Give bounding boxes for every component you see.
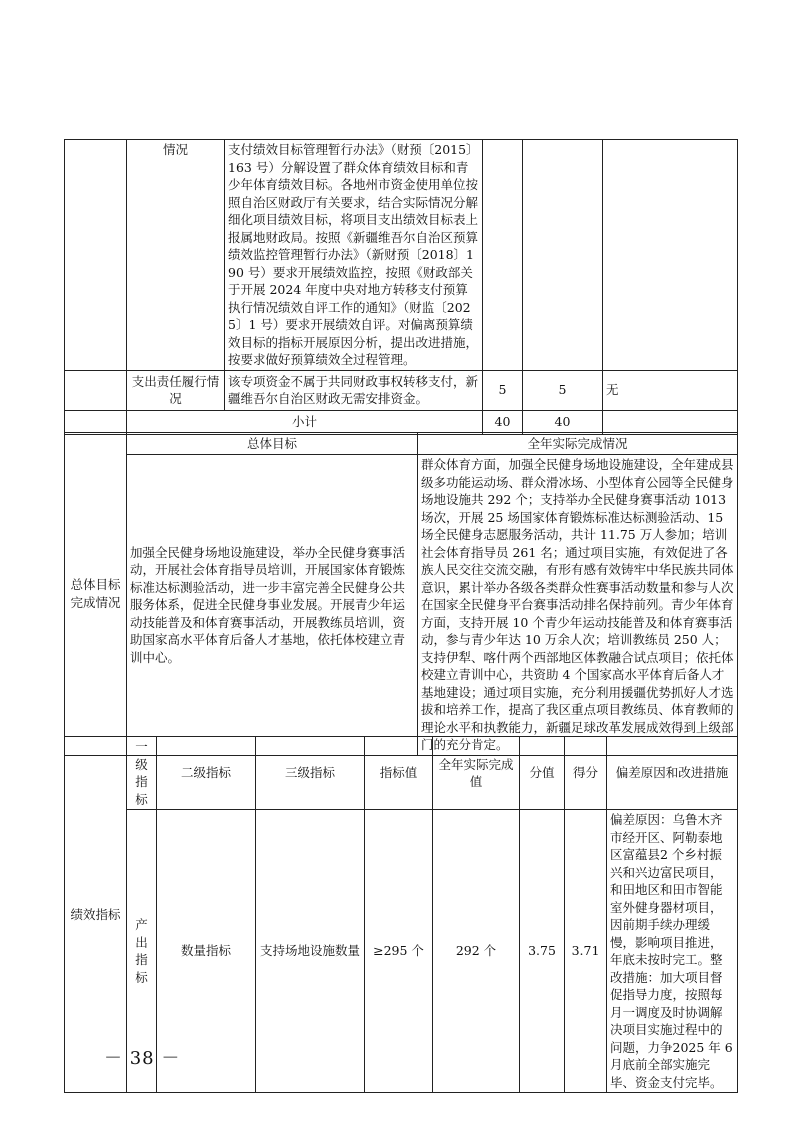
actual-value-cell: 292 个	[433, 810, 520, 1093]
subtotal-full-score: 40	[483, 410, 523, 434]
overall-goal-label: 总体目标完成情况	[65, 433, 127, 756]
header-actual-value: 全年实际完成值	[433, 737, 520, 810]
overall-goal-table	[64, 432, 738, 756]
left-blank-cell	[65, 140, 127, 371]
score-cell: 5	[523, 370, 603, 410]
subtotal-label: 小计	[127, 410, 483, 434]
actual-completion-text: 群众体育方面，加强全民健身场地设施建设，全年建成县级多功能运动场、群众滑冰场、小型体育公园等全民健身场地设施共 292 个；支持举办全民健身赛事活动 1013 场次，开展 25 场国家体育锻炼标准达标测验活动、15 场全民健身志愿服务活动，共计 11.75 万人参加；培训社会体育指导员 261 名；通过项目实施，有效促进了各族人民交往交流交融，有形有感有效铸牢中华民族共同体意识，累计举办各级各类群众性赛事活动数量和参与人次在国家全民健身平台赛事活动排名保持前列。青少年体育方面，支持开展 10 个青少年运动技能普及和体育赛事活动，参与青少年达 10 万余人次；培训教练员 250 人；支持伊犁、喀什两个西部地区体教融合试点项目；依托体校建立青训中心，共资助 4 个国家高水平体育后备人才基地建设；通过项目实施，充分利用援疆优势抓好人才选拔和培养工作，提高了我区重点项目教练员、体育教师的理论水平和执教能力，新疆足球改革发展成效得到上级部门的充分肯定。	[418, 455, 738, 756]
row-label-situation: 情况	[127, 140, 225, 371]
header-deviation: 偏差原因和改进措施	[607, 737, 738, 810]
header-target-value: 指标值	[365, 737, 433, 810]
responsibility-content: 该专项资金不属于共同财政事权转移支付，新疆维吾尔自治区财政无需安排资金。	[225, 370, 483, 410]
header-score: 得分	[565, 737, 607, 810]
header-level3: 三级指标	[256, 737, 365, 810]
level2-cell: 数量指标	[157, 810, 256, 1093]
level1-cell: 产出指标	[127, 810, 157, 1093]
header-actual-completion: 全年实际完成情况	[418, 433, 738, 455]
subtotal-score: 40	[523, 410, 603, 434]
target-value-cell: ≥295 个	[365, 810, 433, 1093]
row-label-responsibility: 支出责任履行情况	[127, 370, 225, 410]
full-score-cell: 3.75	[520, 810, 565, 1093]
page-number: － 38 －	[104, 1048, 181, 1069]
performance-indicator-table	[64, 736, 738, 1093]
header-full-score: 分值	[520, 737, 565, 810]
full-score-cell: 5	[483, 370, 523, 410]
blank-cell	[523, 140, 603, 371]
budget-execution-table	[64, 139, 738, 435]
header-overall-goal: 总体目标	[127, 433, 418, 455]
note-cell: 无	[603, 370, 738, 410]
header-level2: 二级指标	[157, 737, 256, 810]
blank-cell	[603, 140, 738, 371]
performance-indicator-label: 绩效指标	[65, 737, 127, 1093]
level3-cell: 支持场地设施数量	[256, 810, 365, 1093]
overall-goal-text: 加强全民健身场地设施建设，举办全民健身赛事活动，开展社会体育指导员培训，开展国家体育锻炼标准达标测验活动，进一步丰富完善全民健身公共服务体系，促进全民健身事业发展。开展青少年运动技能普及和体育赛事活动，开展教练员培训，资助国家高水平体育后备人才基地，依托体校建立青训中心。	[127, 455, 418, 756]
header-level1: 一级指标	[127, 737, 157, 810]
left-blank-cell	[65, 370, 127, 410]
deviation-cell: 偏差原因：乌鲁木齐市经开区、阿勒泰地区富蕴县2 个乡村振兴和兴边富民项目，和田地区和田市智能室外健身器材项目，因前期手续办理缓慢，影响项目推进，年底未按时完工。整改措施：加大项目督促指导力度，按照每月一调度及时协调解决项目实施过程中的问题，力争2025 年 6 月底前全部实施完毕、资金支付完毕。	[607, 810, 738, 1093]
blank-cell	[603, 410, 738, 434]
situation-content: 支付绩效目标管理暂行办法》（财预〔2015〕163 号）分解设置了群众体育绩效目标和青少年体育绩效目标。各地州市资金使用单位按照自治区财政厅有关要求，结合实际情况分解细化项目绩效目标，将项目支出绩效目标表上报属地财政局。按照《新疆维吾尔自治区预算绩效监控管理暂行办法》（新财预〔2018〕190 号）要求开展绩效监控，按照《财政部关于开展 2024 年度中央对地方转移支付预算执行情况绩效自评工作的通知》（财监〔2025〕1 号）要求开展绩效自评。对偏离预算绩效目标的指标开展原因分析，提出改进措施，按要求做好预算绩效全过程管理。	[225, 140, 483, 371]
score-cell: 3.71	[565, 810, 607, 1093]
left-blank-cell	[65, 410, 127, 434]
blank-cell	[483, 140, 523, 371]
